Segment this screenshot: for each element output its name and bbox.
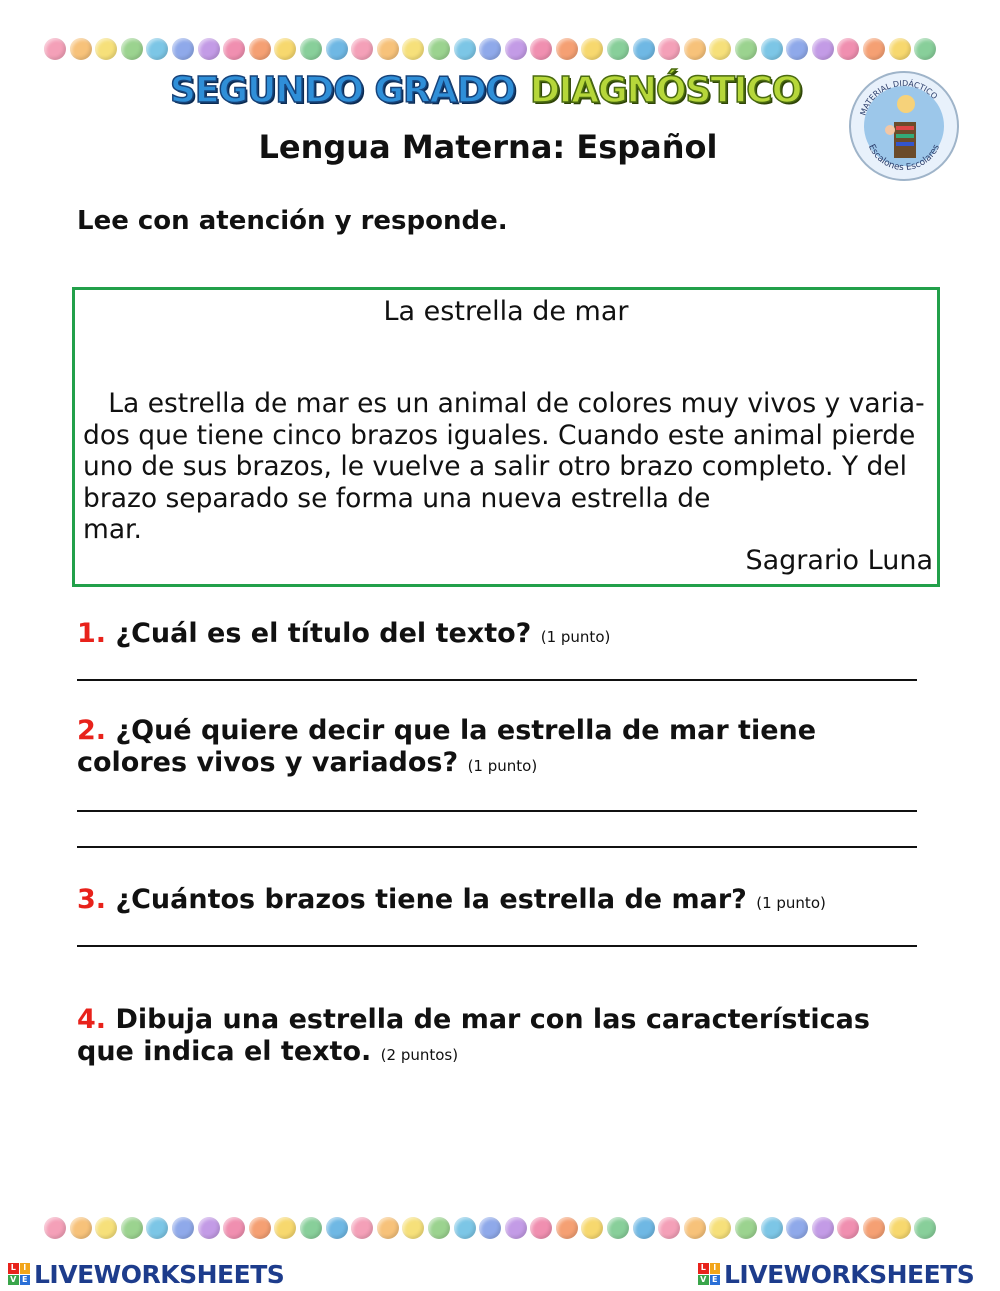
decor-dot — [121, 38, 143, 60]
decor-dot — [633, 38, 655, 60]
decor-dot — [889, 1217, 911, 1239]
answer-line-2b[interactable] — [77, 846, 917, 848]
decor-dot — [44, 1217, 66, 1239]
question-points: (1 punto) — [467, 757, 538, 775]
decor-dot — [402, 1217, 424, 1239]
decor-dot — [530, 1217, 552, 1239]
decor-dot — [146, 1217, 168, 1239]
decor-dot — [326, 38, 348, 60]
decor-dot — [70, 1217, 92, 1239]
subject-title: Lengua Materna: Español — [258, 128, 718, 166]
reading-title: La estrella de mar — [383, 296, 629, 327]
reading-box — [72, 287, 940, 587]
brand-logo-icon: L I V E — [698, 1263, 720, 1285]
question-text: ¿Cuál es el título del texto? — [115, 618, 532, 649]
decor-dot — [146, 38, 168, 60]
reading-line: dos que tiene cinco brazos iguales. Cuando este animal pierde — [83, 419, 916, 451]
decor-dot — [454, 1217, 476, 1239]
reading-line: La estrella de mar es un animal de colores muy vivos y varia- — [83, 388, 925, 419]
answer-line-2a[interactable] — [77, 810, 917, 812]
seal-bottom-text: Escalones Escolares — [865, 142, 943, 174]
decor-dot — [172, 1217, 194, 1239]
decor-dot — [607, 1217, 629, 1239]
question-2 — [77, 715, 927, 782]
decor-dot — [300, 38, 322, 60]
decor-dot — [863, 38, 885, 60]
question-number: 4. — [77, 1004, 107, 1035]
decor-dot — [274, 1217, 296, 1239]
decor-dot — [914, 1217, 936, 1239]
decor-dot — [95, 38, 117, 60]
decor-dot — [556, 1217, 578, 1239]
decor-dot — [581, 1217, 603, 1239]
decor-dot — [198, 1217, 220, 1239]
decor-dot — [581, 38, 603, 60]
seal-top-text: MATERIAL DIDÁCTICO — [858, 78, 940, 117]
decor-dot — [505, 1217, 527, 1239]
question-number: 2. — [77, 715, 107, 746]
decor-dot — [223, 38, 245, 60]
decor-dot — [658, 38, 680, 60]
decor-dot — [786, 38, 808, 60]
question-4 — [77, 1004, 927, 1071]
decor-dot — [428, 1217, 450, 1239]
question-points: (1 punto) — [540, 628, 611, 646]
decor-dot — [326, 1217, 348, 1239]
decor-dot — [351, 1217, 373, 1239]
answer-line-3[interactable] — [77, 945, 917, 947]
decor-dot — [889, 38, 911, 60]
decor-dot — [812, 1217, 834, 1239]
question-text: ¿Qué quiere decir que la estrella de mar tiene colores vivos y variados? — [77, 715, 817, 778]
decor-dot — [249, 38, 271, 60]
decor-dot — [70, 38, 92, 60]
decor-dot — [95, 1217, 117, 1239]
decor-dot — [786, 1217, 808, 1239]
brand-name: LIVEWORKSHEETS — [34, 1259, 285, 1289]
decor-dot — [479, 1217, 501, 1239]
decor-dot — [837, 38, 859, 60]
decor-dot — [761, 38, 783, 60]
grade-title: SEGUNDO GRADO — [170, 70, 516, 111]
decor-dot — [428, 38, 450, 60]
reading-body — [83, 388, 933, 546]
decor-dot — [249, 1217, 271, 1239]
question-1 — [77, 618, 927, 653]
decor-dot — [351, 38, 373, 60]
reading-line: brazo separado se forma una nueva estrella de — [83, 482, 711, 514]
reading-author: Sagrario Luna — [745, 545, 933, 576]
decor-dot — [812, 38, 834, 60]
decor-dot — [658, 1217, 680, 1239]
decor-dot — [684, 38, 706, 60]
brand-name: LIVEWORKSHEETS — [724, 1259, 975, 1289]
decor-dot — [607, 38, 629, 60]
brand-logo-icon: L I V E — [8, 1263, 30, 1285]
decor-dot — [454, 38, 476, 60]
reading-line: uno de sus brazos, le vuelve a salir otro brazo completo. Y del — [83, 451, 907, 482]
decor-dot — [914, 38, 936, 60]
decor-dot — [709, 1217, 731, 1239]
brand-left[interactable] — [8, 1260, 284, 1288]
decor-dot — [837, 1217, 859, 1239]
decor-dot — [735, 38, 757, 60]
decor-dot — [556, 38, 578, 60]
answer-line-1[interactable] — [77, 679, 917, 681]
reading-line: mar. — [83, 514, 142, 545]
decor-dot — [505, 38, 527, 60]
decor-dot — [530, 38, 552, 60]
decor-dot — [198, 38, 220, 60]
question-points: (2 puntos) — [380, 1046, 459, 1064]
decor-dot — [377, 38, 399, 60]
bottom-dot-border — [44, 1217, 944, 1243]
decor-dot — [172, 38, 194, 60]
decor-dot — [633, 1217, 655, 1239]
question-points: (1 punto) — [756, 894, 826, 912]
question-text: Dibuja una estrella de mar con las características que indica el texto. — [77, 1004, 870, 1067]
question-number: 1. — [77, 618, 107, 649]
question-3 — [77, 884, 927, 919]
decor-dot — [377, 1217, 399, 1239]
decor-dot — [709, 38, 731, 60]
decor-dot — [684, 1217, 706, 1239]
instructions: Lee con atención y responde. — [77, 206, 508, 236]
decor-dot — [274, 38, 296, 60]
decor-dot — [223, 1217, 245, 1239]
question-number: 3. — [77, 884, 107, 915]
header-banner — [170, 70, 830, 120]
decor-dot — [735, 1217, 757, 1239]
decor-dot — [761, 1217, 783, 1239]
decor-dot — [300, 1217, 322, 1239]
decor-dot — [479, 38, 501, 60]
decor-dot — [121, 1217, 143, 1239]
question-text: ¿Cuántos brazos tiene la estrella de mar? — [115, 884, 747, 915]
decor-dot — [44, 38, 66, 60]
top-dot-border — [44, 38, 944, 64]
decor-dot — [863, 1217, 885, 1239]
brand-right[interactable] — [698, 1260, 974, 1288]
decor-dot — [402, 38, 424, 60]
diagnostic-title: DIAGNÓSTICO — [530, 70, 802, 111]
